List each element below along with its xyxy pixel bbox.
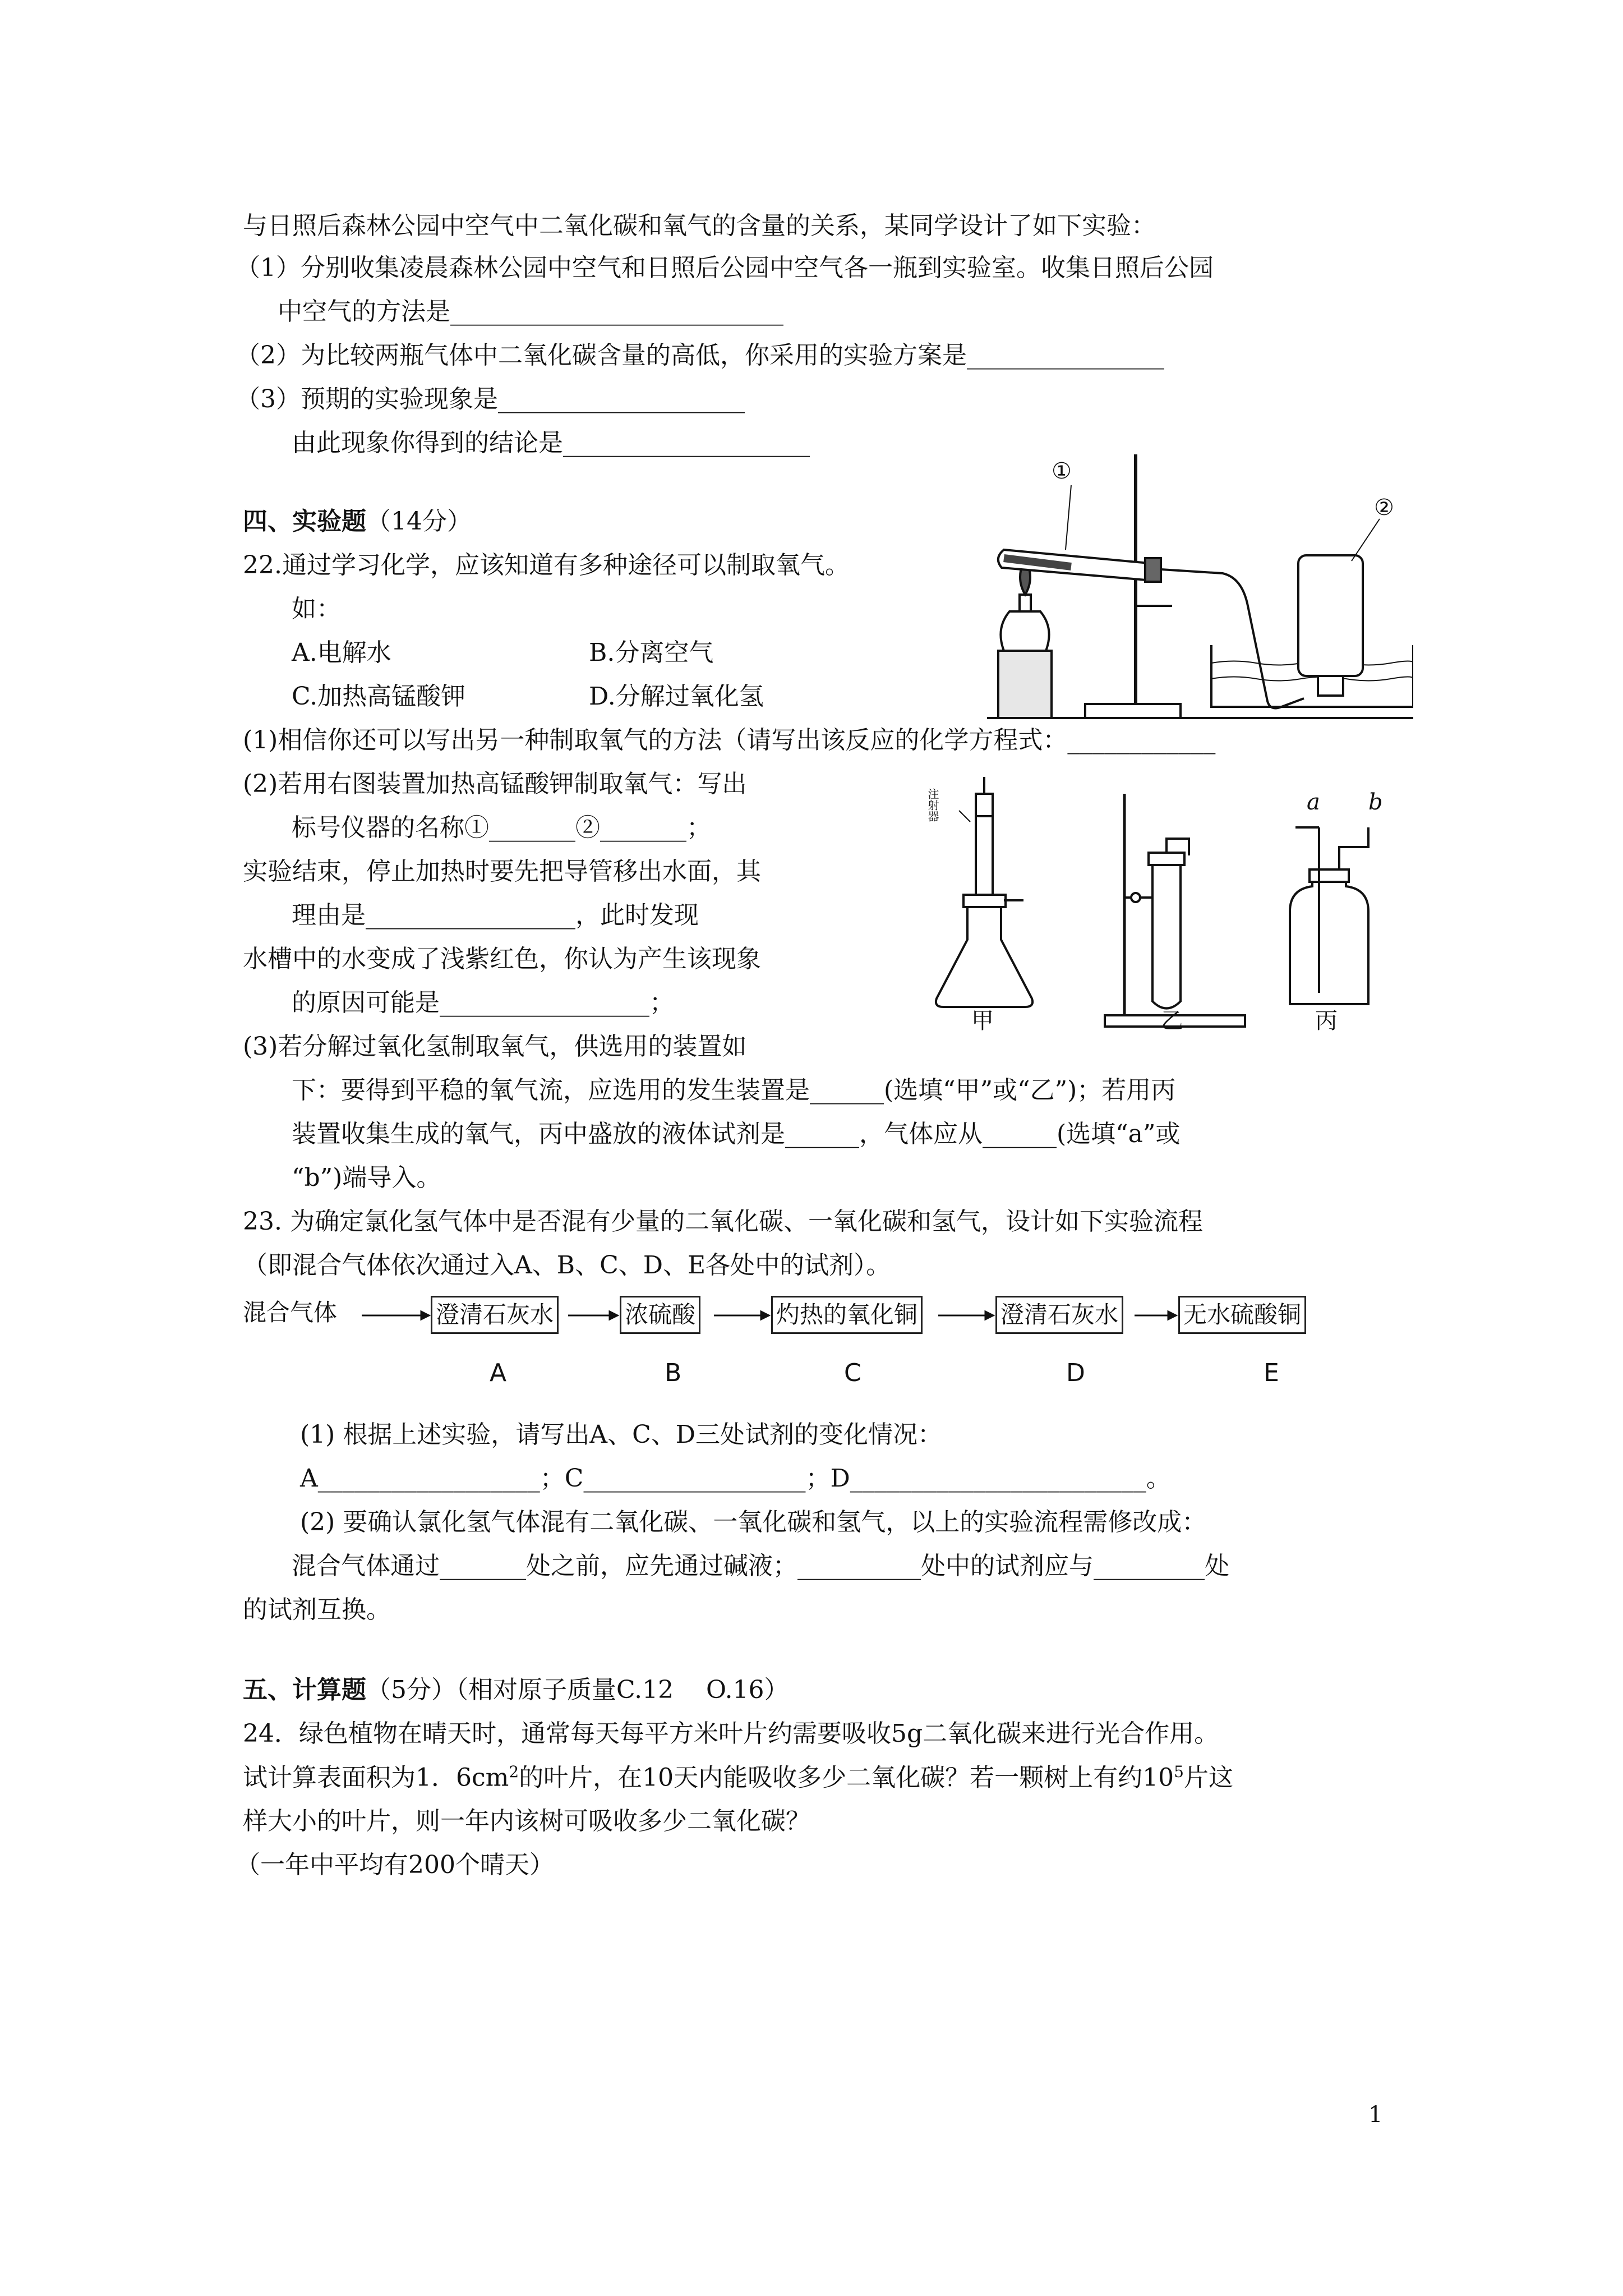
q21-part1-line2: 中空气的方法是___________________________ bbox=[278, 297, 783, 326]
figure-devices bbox=[920, 777, 1402, 1041]
q24-line2 bbox=[243, 1762, 1233, 1793]
q22-sub2-line3: 实验结束，停止加热时要先把导管移出水面，其 bbox=[243, 857, 761, 886]
q22-sub2-line4: 理由是_________________，此时发现 bbox=[292, 901, 699, 930]
label-port-b: b bbox=[1368, 789, 1383, 815]
label-zhusheqi: 注射器 bbox=[926, 788, 939, 822]
section5-title: 五、计算题 bbox=[243, 1676, 366, 1704]
flow-letter-c: C bbox=[844, 1359, 861, 1387]
heating-apparatus-drawing bbox=[987, 443, 1413, 724]
devices-drawing bbox=[920, 777, 1402, 1041]
flow-box-c: 灼热的氧化铜 bbox=[771, 1296, 923, 1334]
q23-flow-diagram bbox=[243, 1296, 1364, 1408]
q23-sub2-line2: 混合气体通过_______处之前，应先通过碱液；__________处中的试剂应与_________处 bbox=[292, 1552, 1229, 1580]
q22-stem: 22.通过学习化学，应该知道有多种途径可以制取氧气。 bbox=[243, 551, 850, 579]
q22-option-d: D.分解过氧化氢 bbox=[589, 682, 764, 711]
figure-heating-apparatus bbox=[987, 443, 1413, 724]
flow-letter-d: D bbox=[1066, 1359, 1085, 1387]
q22-ru: 如： bbox=[292, 595, 341, 623]
flow-letter-a: A bbox=[490, 1359, 507, 1387]
q21-part2: （2）为比较两瓶气体中二氧化碳含量的高低，你采用的实验方案是________________ bbox=[236, 341, 1164, 370]
section4-heading bbox=[243, 506, 472, 537]
flow-box-a: 澄清石灰水 bbox=[431, 1296, 559, 1334]
flow-box-d: 澄清石灰水 bbox=[995, 1296, 1123, 1334]
section5-heading bbox=[243, 1674, 789, 1705]
q22-sub3-line1: (3)若分解过氧化氢制取氧气，供选用的装置如 bbox=[243, 1032, 747, 1061]
q23-stem-line2: （即混合气体依次通过入A、B、C、D、E各处中的试剂）。 bbox=[243, 1251, 891, 1280]
q23-sub2-line3: 的试剂互换。 bbox=[243, 1595, 391, 1624]
q24-line2-c: 片这 bbox=[1184, 1763, 1233, 1792]
q22-option-c: C.加热高锰酸钾 bbox=[292, 682, 466, 711]
flow-letter-b: B bbox=[665, 1359, 682, 1387]
q22-option-b: B.分离空气 bbox=[589, 638, 714, 667]
q24-line3: 样大小的叶片，则一年内该树可吸收多少二氧化碳？ bbox=[243, 1807, 810, 1835]
flow-letter-e: E bbox=[1264, 1359, 1279, 1387]
flow-box-e: 无水硫酸铜 bbox=[1178, 1296, 1306, 1334]
label-circled-2: ② bbox=[1374, 495, 1394, 521]
q24-line2-a: 试计算表面积为1．6cm bbox=[243, 1763, 509, 1792]
q22-sub2-line2: 标号仪器的名称①_______②_______； bbox=[292, 813, 711, 842]
q22-sub3-line2: 下：要得到平稳的氧气流，应选用的发生装置是______(选填“甲”或“乙”)；若用丙 bbox=[292, 1076, 1176, 1105]
q22-sub2-line1: (2)若用右图装置加热高锰酸钾制取氧气：写出 bbox=[243, 770, 747, 798]
q22-sub2-line5: 水槽中的水变成了浅紫红色，你认为产生该现象 bbox=[243, 945, 761, 973]
q23-sub1: (1) 根据上述实验，请写出A、C、D三处试剂的变化情况： bbox=[300, 1420, 943, 1449]
q24-sup-5: 5 bbox=[1174, 1763, 1184, 1781]
q22-sub2-line6: 的原因可能是_________________； bbox=[292, 988, 674, 1017]
label-port-a: a bbox=[1307, 789, 1320, 815]
q22-option-a: A.电解水 bbox=[292, 638, 391, 667]
q22-sub1: (1)相信你还可以写出另一种制取氧气的方法（请写出该反应的化学方程式：____________ bbox=[243, 726, 1216, 754]
flow-box-b: 浓硫酸 bbox=[620, 1296, 700, 1334]
q22-sub3-line3: 装置收集生成的氧气，丙中盛放的液体试剂是______，气体应从______(选填“a”或 bbox=[292, 1120, 1181, 1148]
q24-line4: （一年中平均有200个晴天） bbox=[236, 1851, 554, 1879]
label-jia: 甲 bbox=[971, 1008, 994, 1034]
section4-score: （14分） bbox=[366, 507, 472, 536]
q22-sub3-line4: “b”)端导入。 bbox=[292, 1163, 441, 1192]
label-bing: 丙 bbox=[1315, 1008, 1338, 1034]
section4-title: 四、实验题 bbox=[243, 507, 366, 536]
label-circled-1: ① bbox=[1052, 458, 1072, 484]
q23-sub2: (2) 要确认氯化氢气体混有二氧化碳、一氧化碳和氢气，以上的实验流程需修改成： bbox=[300, 1508, 1207, 1536]
q23-sub1-answers: A__________________；C__________________；D________________________。 bbox=[300, 1464, 1171, 1493]
q23-stem-line1: 23. 为确定氯化氢气体中是否混有少量的二氧化碳、一氧化碳和氢气，设计如下实验流程 bbox=[243, 1207, 1203, 1236]
intro-line: 与日照后森林公园中空气中二氧化碳和氧气的含量的关系，某同学设计了如下实验： bbox=[243, 211, 1156, 240]
page-number: 1 bbox=[1368, 2102, 1383, 2128]
label-yi: 乙 bbox=[1161, 1008, 1183, 1034]
q21-part4: 由此现象你得到的结论是____________________ bbox=[292, 429, 810, 457]
section5-rest: （5分）（相对原子质量C.12 O.16） bbox=[366, 1676, 789, 1704]
q21-part1-line1: （1）分别收集凌晨森林公园中空气和日照后公园中空气各一瓶到实验室。收集日照后公园 bbox=[236, 254, 1214, 282]
q24-line2-b: 的叶片，在10天内能吸收多少二氧化碳？若一颗树上有约10 bbox=[519, 1763, 1174, 1792]
q24-sup-2: 2 bbox=[509, 1763, 519, 1781]
flow-start-label: 混合气体 bbox=[243, 1299, 338, 1326]
q21-part3: （3）预期的实验现象是____________________ bbox=[236, 385, 745, 413]
q24-line1: 24．绿色植物在晴天时，通常每天每平方米叶片约需要吸收5g二氧化碳来进行光合作用。 bbox=[243, 1719, 1219, 1748]
